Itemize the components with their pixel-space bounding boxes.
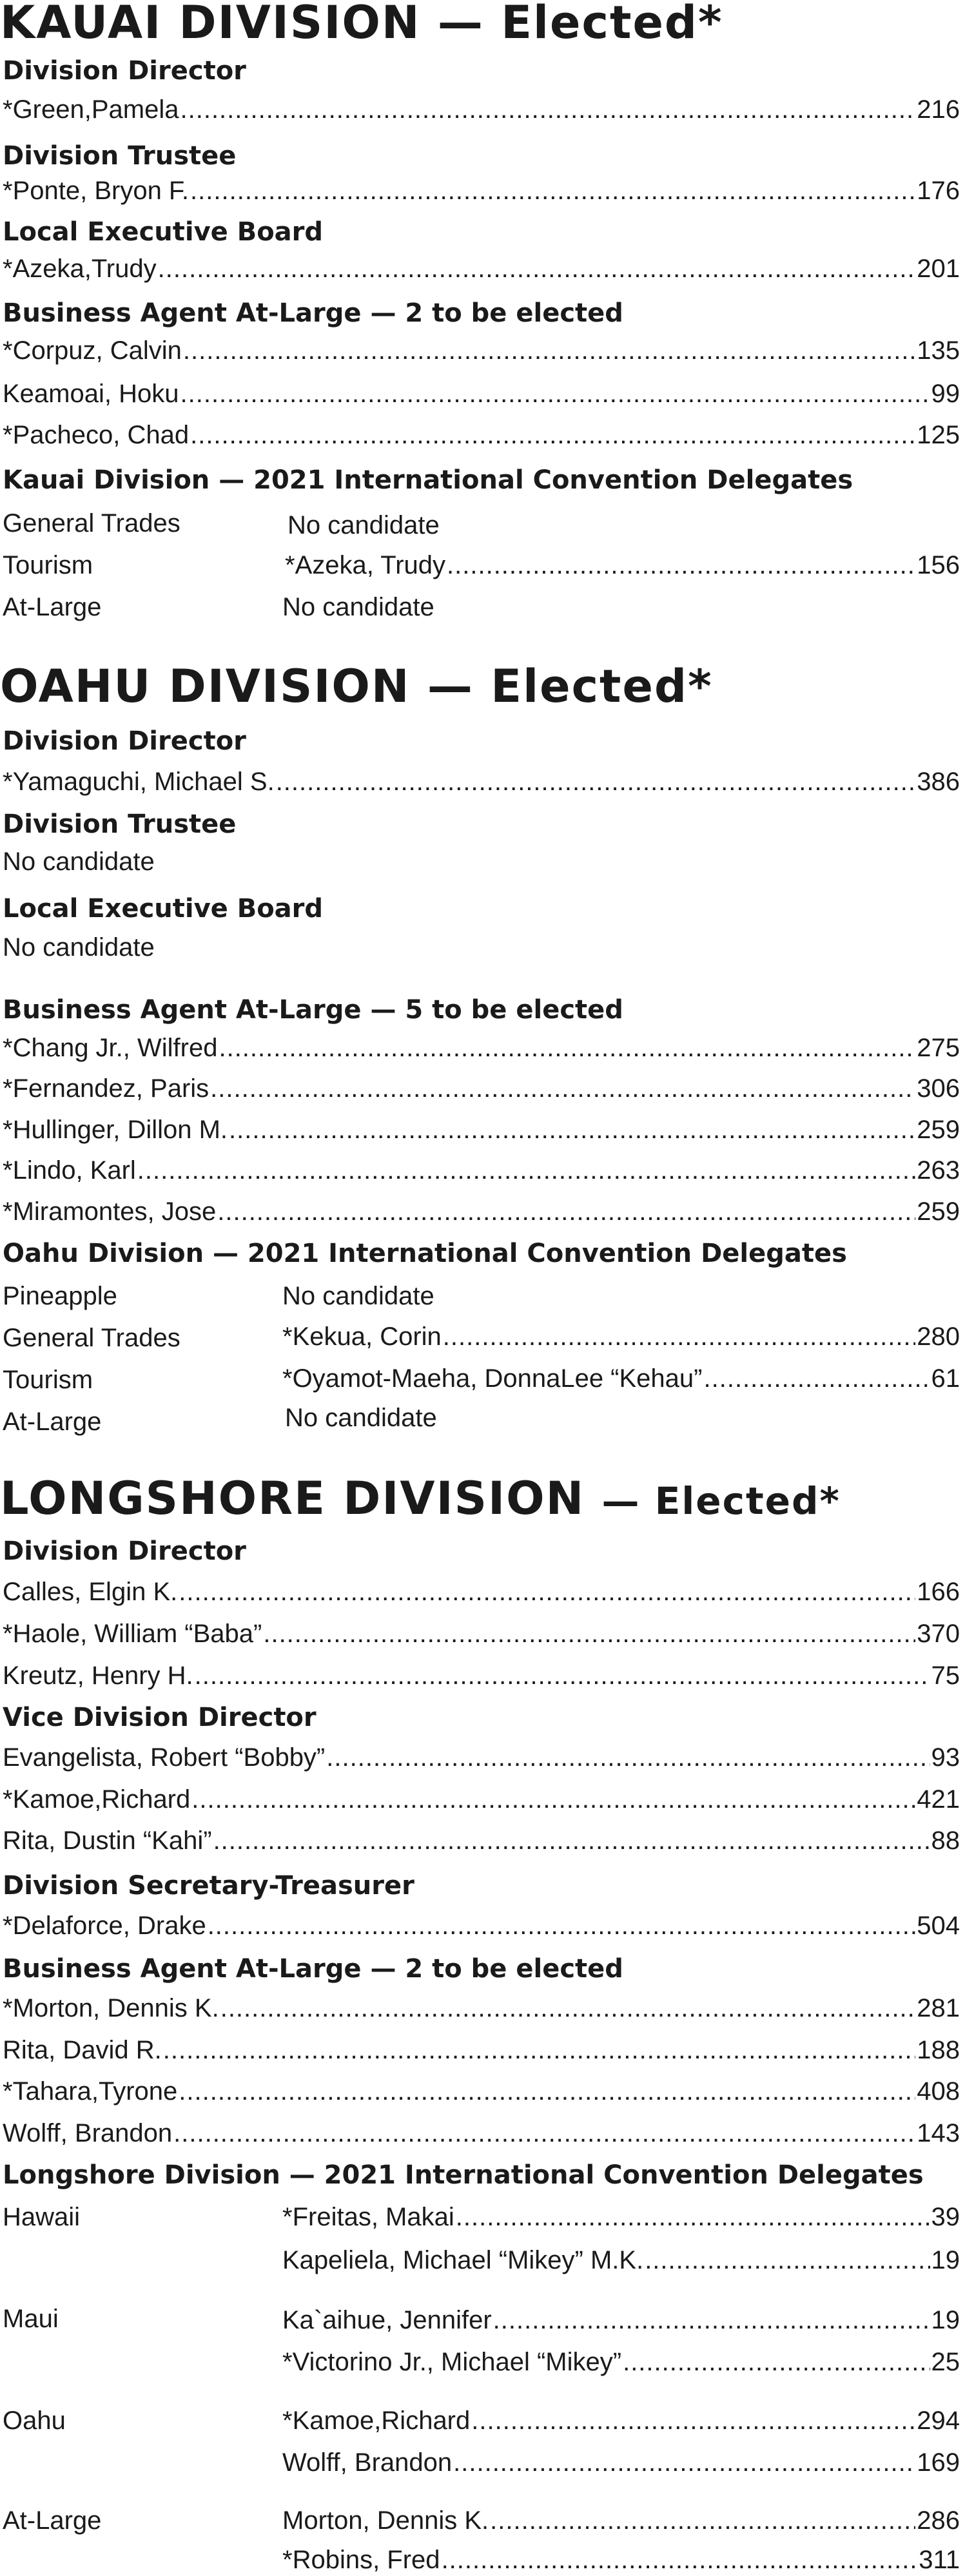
candidate-row: *Green,Pamela ..... 216: [3, 97, 960, 122]
candidate-row: *Morton, Dennis K. ..... 281: [3, 1995, 960, 2021]
kauai-division-heading: [0, 0, 723, 49]
oahu-trustee-heading: Division Trustee: [3, 809, 237, 839]
oahu-convention-heading: Oahu Division — 2021 International Convention Delegates: [3, 1239, 847, 1268]
no-candidate-text: No candidate: [285, 1404, 437, 1432]
candidate-row: Wolff, Brandon ..... 143: [3, 2120, 960, 2146]
delegate-category: Tourism: [3, 551, 93, 579]
candidate-row: *Robins, Fred ..... 311: [282, 2547, 960, 2573]
candidate-row: Rita, David R. ..... 188: [3, 2037, 960, 2063]
oahu-elected-label: — Elected*: [427, 660, 713, 713]
delegate-category: At-Large: [3, 593, 102, 621]
longshore-division-heading: [0, 1472, 841, 1525]
longshore-ba-heading: Business Agent At-Large — 2 to be elected: [3, 1954, 623, 1984]
oahu-division-heading: [0, 660, 713, 713]
kauai-ba-heading: Business Agent At-Large — 2 to be elected: [3, 298, 623, 328]
candidate-row: Calles, Elgin K. ..... 166: [3, 1579, 960, 1605]
oahu-director-heading: Division Director: [3, 726, 246, 756]
candidate-row: *Chang Jr., Wilfred ..... 275: [3, 1035, 960, 1061]
no-candidate-text: No candidate: [288, 511, 440, 539]
candidate-row: *Delaforce, Drake ..... 504: [3, 1913, 960, 1939]
candidate-row: *Haole, William “Baba” ..... 370: [3, 1621, 960, 1647]
candidate-row: *Miramontes, Jose ..... 259: [3, 1199, 960, 1225]
candidate-row: *Fernandez, Paris ..... 306: [3, 1076, 960, 1101]
delegate-category: Maui: [3, 2305, 59, 2333]
oahu-division-title: OAHU DIVISION: [0, 660, 411, 713]
candidate-row: *Lindo, Karl ..... 263: [3, 1157, 960, 1183]
longshore-convention-heading: Longshore Division — 2021 International Convention Delegates: [3, 2160, 924, 2190]
kauai-trustee-heading: Division Trustee: [3, 141, 237, 171]
longshore-sectreas-heading: Division Secretary-Treasurer: [3, 1871, 414, 1901]
candidate-row: Ka`aihue, Jennifer ..... 19: [282, 2307, 960, 2333]
candidate-row: Rita, Dustin “Kahi” ..... 88: [3, 1828, 960, 1854]
kauai-elected-label: — Elected*: [437, 0, 723, 49]
delegate-category: Oahu: [3, 2407, 66, 2435]
candidate-row: *Kamoe,Richard ..... 421: [3, 1787, 960, 1812]
longshore-vice-heading: Vice Division Director: [3, 1703, 317, 1732]
candidate-row: *Kamoe,Richard ..... 294: [282, 2408, 960, 2434]
delegate-category: General Trades: [3, 509, 180, 537]
kauai-division-title: KAUAI DIVISION: [0, 0, 421, 49]
oahu-leb-heading: Local Executive Board: [3, 894, 324, 924]
candidate-row: *Tahara,Tyrone ..... 408: [3, 2078, 960, 2104]
longshore-elected-label: — Elected*: [601, 1479, 841, 1523]
delegate-category: At-Large: [3, 2506, 102, 2535]
candidate-row: Kreutz, Henry H. ..... 75: [3, 1663, 960, 1689]
candidate-row: Kapeliela, Michael “Mikey” M.K. ..... 19: [282, 2247, 960, 2273]
candidate-row: *Victorino Jr., Michael “Mikey” ..... 25: [282, 2349, 960, 2375]
kauai-director-heading: Division Director: [3, 56, 246, 86]
no-candidate-text: No candidate: [3, 933, 155, 962]
candidate-row: *Freitas, Makai ..... 39: [282, 2204, 960, 2230]
delegate-category: Tourism: [3, 1366, 93, 1394]
candidate-row: Wolff, Brandon ..... 169: [282, 2450, 960, 2475]
no-candidate-text: No candidate: [282, 1282, 434, 1310]
candidate-row: Evangelista, Robert “Bobby” ..... 93: [3, 1745, 960, 1770]
candidate-row: Keamoai, Hoku ..... 99: [3, 381, 960, 407]
kauai-convention-heading: Kauai Division — 2021 International Convention Delegates: [3, 465, 853, 495]
longshore-director-heading: Division Director: [3, 1536, 246, 1566]
candidate-row: *Corpuz, Calvin ..... 135: [3, 338, 960, 363]
candidate-row: *Pacheco, Chad ..... 125: [3, 422, 960, 448]
delegate-category: At-Large: [3, 1408, 102, 1436]
candidate-row: *Azeka,Trudy ..... 201: [3, 256, 960, 282]
delegate-category: Pineapple: [3, 1282, 117, 1310]
candidate-row: *Kekua, Corin ..... 280: [282, 1324, 960, 1350]
candidate-row: *Oyamot-Maeha, DonnaLee “Kehau” ..... 61: [282, 1366, 960, 1391]
longshore-division-title: LONGSHORE DIVISION: [0, 1472, 585, 1525]
delegate-category: Hawaii: [3, 2203, 81, 2231]
candidate-row: *Hullinger, Dillon M. ..... 259: [3, 1117, 960, 1143]
candidate-row: *Yamaguchi, Michael S. ..... 386: [3, 769, 960, 795]
candidate-row: Morton, Dennis K. ..... 286: [282, 2508, 960, 2533]
kauai-leb-heading: Local Executive Board: [3, 217, 324, 247]
candidate-row: *Ponte, Bryon F. ..... 176: [3, 178, 960, 204]
oahu-ba-heading: Business Agent At-Large — 5 to be elected: [3, 995, 623, 1025]
no-candidate-text: No candidate: [282, 593, 434, 621]
candidate-row: *Azeka, Trudy ..... 156: [285, 552, 960, 578]
delegate-category: General Trades: [3, 1324, 180, 1352]
no-candidate-text: No candidate: [3, 847, 155, 876]
